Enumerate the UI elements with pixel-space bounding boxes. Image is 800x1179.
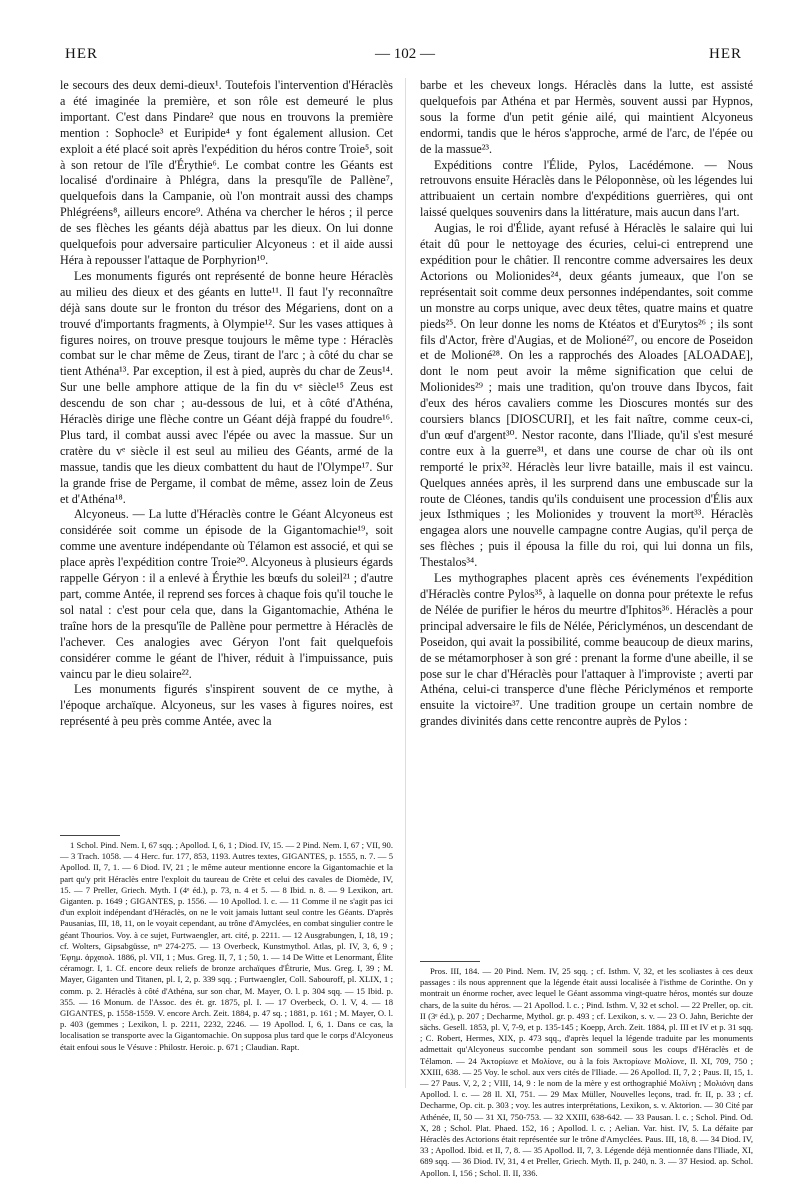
footnote-block: Pros. III, 184. — 20 Pind. Nem. IV, 25 sqq. ; cf. Isthm. V, 32, et les scoliastes à ces deux passages : ils nous apprennent que la légende était aussi localisée à l'isthme de Corinthe. On y montrait un énorme rocher, avec lequel le Géant assomma vingt-quatre héros, montés sur douze chars, de la suite du héros. — 21 Apollod. l. c. ; Pind. Isthm. V, 32 et schol. — 22 Preller, op. cit. II (3ᵉ éd.), p. 207 ; Decharme, Mythol. gr. p. 493 ; cf. Lexikon, s. v. — 23 O. Jahn, Berichte der sächs. Gesell. 1853, pl. V, 7-9, et p. 135-145 ; Koepp, Arch. Zeit. 1884, pl. III et IV et p. 31 sqq. ; C. Robert, Hermes, XIX, p. 473 sqq., d'après lequel la légende traduite par les monuments admettait qu'Alcyoneus succombe pendant son sommeil sous les coups d'Héraclès et de Télamon. — 24 Ἀκτορίωνε et Μολίονε, ou à la fois Ἀκτορίωνε Μολίονε, Il. XI, 709, 750 ; XXIII, 638. — 25 Voy. le schol. aux vers cités de l'Iliade. — 26 Apollod. II, 7, 2 ; Paus. II, 15, 1. — 27 Paus. V, 2, 2 ; VIII, 14, 9 : le nom de la mère y est orthographié Μολίνη ; Μολιόνη dans Apollod. l. c. — 28 Il. XI, 751. — 29 Max Müller, Nouvelles leçons, trad. fr. II, p. 33 ; cf. Decharme, Op. cit. p. 303 ; voy. les autres interprétations, Lexikon, s. v. Aktorion. — 30 Cité par Athénée, II, 50 — 31 XI, 750-753. — 32 XXIII, 638-642. — 33 Pausan. l. c. ; Schol. Pind. Od. X, 28 ; Schol. Plat. Phaed. 152, 16 ; Apollod. l. c. ; Aelian. Var. hist. IV, 5. La défaite par Héraclès des Actorions était représentée sur le trône d'Amyclées. Paus. III, 18, 8. — 34 Diod. IV, 33 ; Apollod. Ibid. et II, 7, 8. — 35 Apollod. II, 7, 3. Légende déjà mentionnée dans l'Iliade, XI, 689 sqq. — 36 Diod. IV, 31, 4 et Preller, Griech. Myth. II, p. 240, n. 3. — 37 Hesiod. ap. Schol. Apollon. I, 156 ; Schol. Il. II, 336.: [420, 966, 753, 1178]
paragraph: Alcyoneus. — La lutte d'Héraclès contre le Géant Alcyoneus est considérée soit comme un épisode de la Gigantomachie¹⁹, soit comme une aventure indépendante où Télamon est associé, et qui se place après l'expédition contre Troie²⁰. Alcyoneus à plusieurs égards rappelle Géryon : il a enlevé à Érythie les bœufs du soleil²¹ ; d'autre part, comme Antée, il reprend ses forces à chaque fois qu'il touche le sol natal : c'est pour cela que, dans la Gigantomachie, Athéna le traîne hors de la presqu'île de Pallène pour permettre à Héraclès de l'achever. Ces analogies avec Géryon l'ont fait quelquefois considérer comme le géant de l'hiver, réduit à l'impuissance, puis vaincu par le dieu solaire²².: [60, 507, 393, 681]
footnote-block: 1 Schol. Pind. Nem. I, 67 sqq. ; Apollod. I, 6, 1 ; Diod. IV, 15. — 2 Pind. Nem. I, 67 ; VII, 90. — 3 Trach. 1058. — 4 Herc. fur. 177, 853, 1193. Autres textes, GIGANTES, p. 1555, n. 7. — 5 Apollod. II, 7, 1. — 6 Diod. IV, 21 ; le même auteur mentionne encore la Gigantomachie et la part qu'y prit Héraclès entre l'exploit du taureau de Crète et celui des cavales de Diomède, IV, 15. — 7 Preller, Griech. Myth. I (4ᵉ éd.), p. 73, n. 4 et 5. — 8 Ibid. n. 8. — 9 Lexikon, art. Giganten. p. 1649 ; GIGANTES, p. 1556. — 10 Apollod. l. c. — 11 Comme il ne s'agit pas ici d'un exploit indépendant d'Héraclès, on ne le voit jamais luttant seul contre les Géants. D'après Pausanias, III, 18, 11, on le voyait cependant, au trône d'Amyclées, en combat singulier contre le géant Thourios. Voy. à ce sujet, Furtwaengler, art. cité, p. 2211. — 12 Ausgrabungen, I, 18, 19 ; cf. Wolters, Gipsabgüsse, nᵒˢ 274-275. — 13 Overbeck, Kunstmythol. Atlas, pl. IV, 3, 6, 9 ; Ἐφημ. ἀρχαιολ. 1886, pl. VII, 1 ; Mus. Greg. II, 7, 1 ; 50, 1. — 14 De Witte et Lenormant, Élite céramogr. I, 1. Cf. encore deux reliefs de bronze archaïques d'Étrurie, Mus. Greg. I, 39 ; M. Mayer, Giganten und Titanen, pl. I, 2, p. 339 sqq. ; Furtwaengler, Coll. Sabouroff, pl. XLIX, 1 ; comm. p. 2. Héraclès à côté d'Athéna, sur son char, M. Mayer, O. l. p. 304 sqq. — 15 Ibid. p. 355. — 16 Monum. de l'Assoc. des ét. gr. 1875, pl. I. — 17 Overbeck, O. l. V, 4. — 18 GIGANTES, p. 1558-1559. V. encore Arch. Zeit. 1884, p. 47 sq. ; 1881, p. 161 ; M. Mayer, O. l. p. 403 (gemmes ; Lexikon, l. p. 2211, 2232, 2246. — 19 Apollod. I, 6, 1. Dans ce cas, la localisation se transporte avec la Gigantomachie. On supposa plus tard que le corps d'Alcyoneus était enfoui sous le Vésuve : Philostr. Heroic. p. 671 ; Claudian. Rapt.: [60, 840, 393, 1052]
left-column-footnotes: [60, 840, 393, 1170]
header-left-title: HER: [65, 46, 98, 62]
paragraph: Expéditions contre l'Élide, Pylos, Lacédémone. — Nous retrouvons ensuite Héraclès dans le Péloponnèse, où les légendes lui attribuaient un certain nombre d'expéditions guerrières, qui ont laissé quelques souvenirs dans la littérature, mais aucun dans l'art.: [420, 157, 753, 220]
footnote-rule: [60, 835, 120, 836]
paragraph: le secours des deux demi-dieux¹. Toutefois l'intervention d'Héraclès a été imaginée la première, et son rôle est demeuré le plus important. C'est dans Pindare² que nous en trouvons la première mention : Sophocle³ et Euripide⁴ y font également allusion. Cet exploit a été placé soit après l'expédition du héros contre Troie⁵, soit à son retour de l'île d'Érythie⁶. Le combat contre les Géants est localisé d'ordinaire à Phlégra, dans la presqu'île de Pallène⁷, quelquefois dans la Campanie, où l'on montrait aussi des champs Phlégréens⁸, ailleurs encore⁹. Athéna va chercher le héros ; il perce de ses flèches les géants déjà abattus par les dieux. On lui donne quelquefois pour adversaire particulier Alcyoneus : et il aide aussi Héra à repousser l'attaque de Porphyrion¹⁰.: [60, 78, 393, 267]
paragraph: Les mythographes placent après ces événements l'expédition d'Héraclès contre Pylos³⁵, à laquelle on donna pour prétexte le refus de Nélée de purifier le héros du meurtre d'Iphitos³⁶. Héraclès a pour principal adversaire le fils de Nélée, Périclyménos, un descendant de Poseidon, qui avait la possibilité, comme beaucoup de dieux marins, de se métamorphoser à son gré : prenant la forme d'une abeille, il se pose sur le char d'Héraclès pour l'attaquer à l'improviste ; averti par Athéna, celui-ci transperce d'une flèche Périclyménos et remporte ensuite la victoire³⁷. Une tradition groupe un certain nombre de grandes divinités dans cette rencontre auprès de Pylos :: [420, 571, 753, 729]
column-divider: [405, 78, 406, 1088]
paragraph: barbe et les cheveux longs. Héraclès dans la lutte, est assisté quelquefois par Athéna et par Hermès, souvent aussi par Hypnos, sous la forme d'un petit génie ailé, qui maintient Alcyoneus endormi, tandis que le héros s'approche, armé de l'arc, de l'épée ou de la massue²³.: [420, 78, 753, 156]
left-column-body: [60, 78, 393, 828]
footnote-rule: [420, 961, 480, 962]
page-number: — 102 —: [375, 46, 435, 62]
right-column-body: [420, 78, 753, 958]
paragraph: Les monuments figurés s'inspirent souvent de ce mythe, à l'époque archaïque. Alcyoneus, sur les vases à figures noires, est représenté à peu près comme Antée, avec la: [60, 682, 393, 729]
left-column: [60, 78, 393, 1052]
page-header: [60, 46, 750, 68]
header-right-title: HER: [709, 46, 742, 62]
paragraph: Les monuments figurés ont représenté de bonne heure Héraclès au milieu des dieux et des géants en lutte¹¹. Il faut l'y reconnaître déjà sans doute sur le fronton du trésor des Mégariens, dont on a trouvé d'importants fragments, à Olympie¹². Sur les vases attiques à figures noires, on trouve presque toujours le même type : Héraclès combat sur le char même de Zeus, tirant de l'arc ; à côté du char se tient Athéna¹³. Par exception, il est à pied, auprès du char de Zeus¹⁴. Sur une belle amphore attique de la fin du vᵉ siècle¹⁵ Zeus est descendu de son char ; au-dessous de lui, et à côté d'Athéna, Héraclès dirige une flèche contre un Géant déjà frappé du foudre¹⁶. Plus tard, il combat aussi avec l'épée ou avec la massue. Sur un cratère du vᵉ siècle il est seul au milieu des Géants, armé de la massue, tandis que les dieux combattent du haut de l'Olympe¹⁷. Sur la grande frise de Pergame, il combat de même, assez loin de Zeus et d'Athéna¹⁸.: [60, 268, 393, 506]
right-column-footnotes: [420, 966, 753, 1178]
right-column: [420, 78, 753, 1178]
paragraph: Augias, le roi d'Élide, ayant refusé à Héraclès le salaire qui lui était dû pour le nettoyage des écuries, celui-ci entreprend une expédition pour le châtier. Il rencontre comme adversaires les deux Actorions ou Molionides²⁴, deux géants jumeaux, que l'on se représentait soit comme deux personnes indépendantes, soit comme un monstre au corps unique, avec deux têtes, quatre mains et quatre pieds²⁵. On leur donne les noms de Ktéatos et d'Eurytos²⁶ ; ils sont fils d'Actor, frère d'Augias, et de Molioné²⁷, ou encore de Poseidon et de Molioné²⁸. On les a rapprochés des Aloades [ALOADAE], dont le nom peut avoir la même signification que celui de Molionides²⁹ ; mais une tradition, qu'on trouve dans Ibycos, fait d'eux des héros cavaliers comme les Dioscures montés sur des coursiers blancs [DIOSCURI], et les fait naître, comme ceux-ci, d'un œuf d'argent³⁰. Nestor raconte, dans l'Iliade, qu'il s'est mesuré contre eux à la guerre³¹, et dans une course de char où ils ont remporté le prix³². Héraclès leur livre bataille, mais il est vaincu. Quelques années après, il les surprend dans une embuscade sur la route de Cléones, tandis qu'ils conduisent une procession d'Élis aux jeux Isthmiques ; les Molionides y trouvent la mort³³. Héraclès engagea alors une nouvelle campagne contre Augias, qu'il perça de ses flèches ; puis il épousa la fille du roi, qui lui donna un fils, Thestalos³⁴.: [420, 221, 753, 570]
